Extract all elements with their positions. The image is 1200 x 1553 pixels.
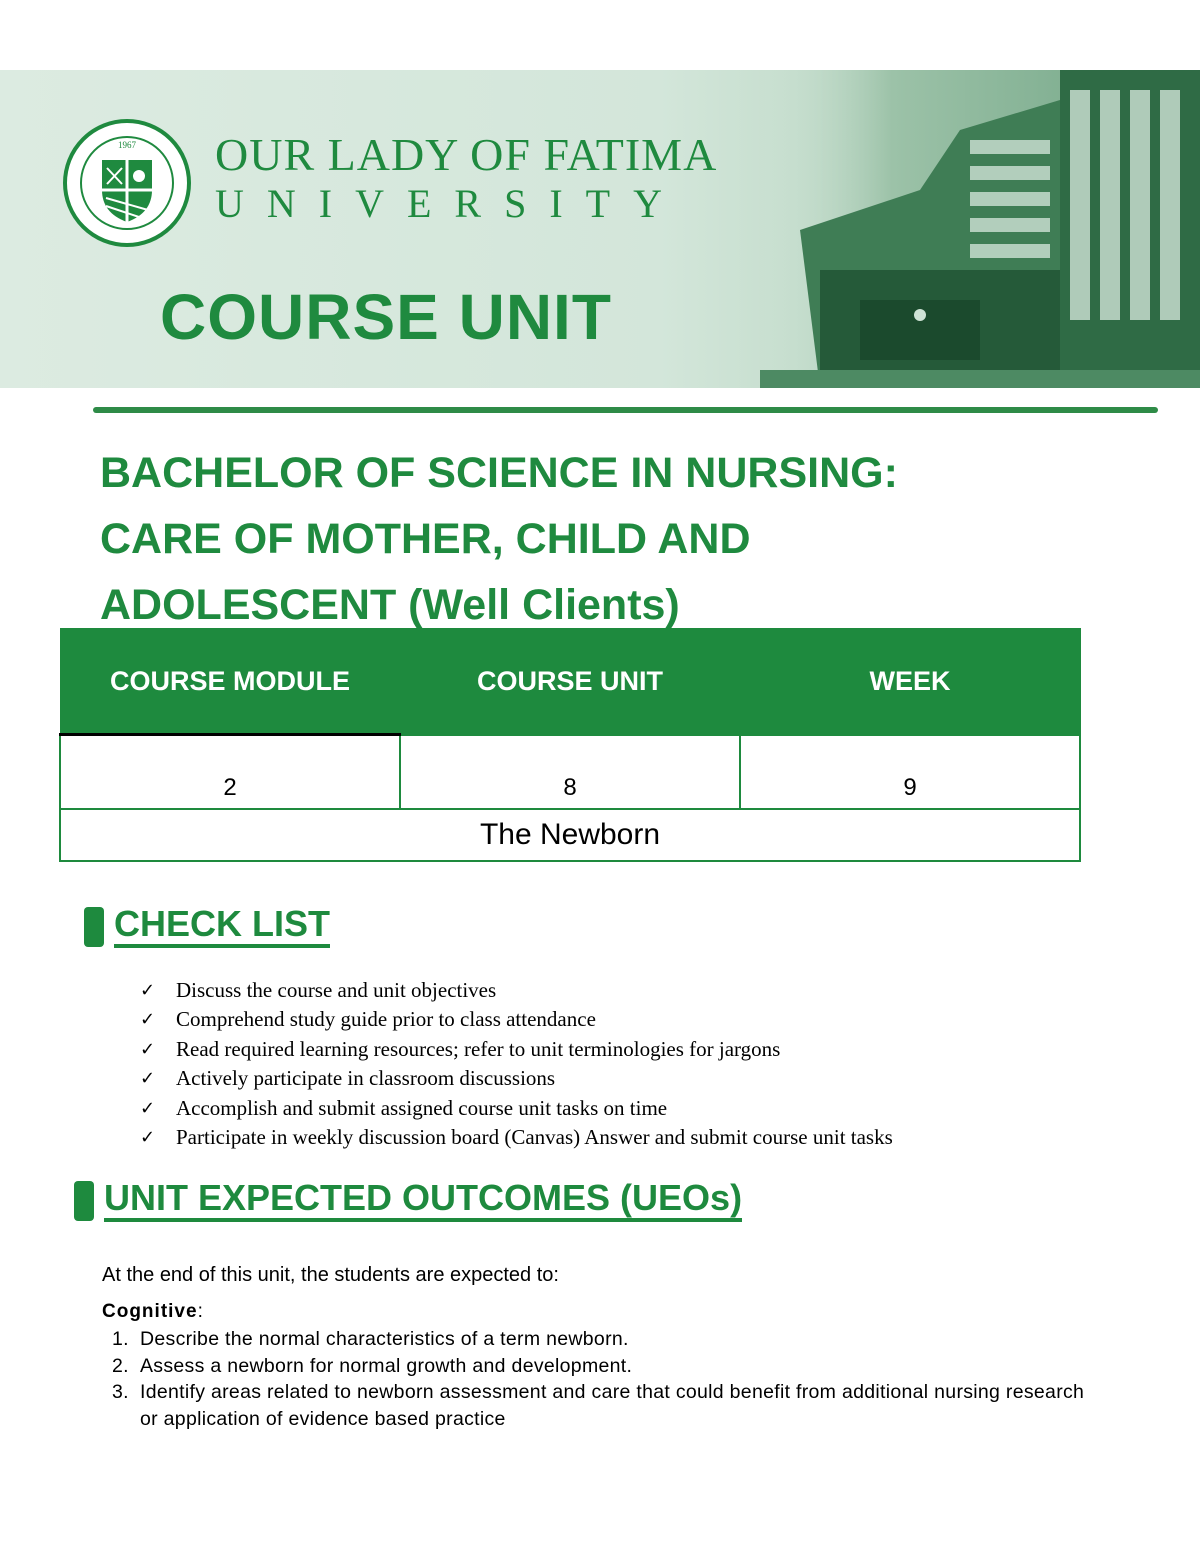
list-item: ✓ Discuss the course and unit objectives [140, 976, 893, 1005]
ueo-heading [74, 1177, 743, 1222]
list-item: ✓ Accomplish and submit assigned course unit tasks on time [140, 1094, 893, 1123]
check-icon: ✓ [140, 980, 156, 1001]
outcomes-list [112, 1326, 1092, 1432]
value-course-module: 2 [60, 735, 400, 810]
university-name [215, 129, 718, 226]
header-divider [93, 407, 1158, 413]
banner-title: COURSE UNIT [160, 281, 612, 353]
heading-accent-bar [74, 1181, 94, 1221]
check-icon: ✓ [140, 1038, 156, 1060]
value-week: 9 [740, 735, 1080, 810]
building-photo [760, 70, 1200, 388]
checklist-heading-text: CHECK LIST [114, 906, 330, 948]
ueo-intro: At the end of this unit, the students are expected to: [102, 1264, 559, 1286]
list-item: ✓ Comprehend study guide prior to class attendance [140, 1005, 893, 1034]
heading-accent-bar [84, 907, 104, 947]
university-name-line1: OUR LADY OF FATIMA [215, 129, 718, 180]
title-line-3: ADOLESCENT (Well Clients) [100, 581, 680, 629]
check-icon: ✓ [140, 1127, 156, 1149]
list-item: 3. Identify areas related to newborn assessment and care that could benefit from additional nursing research or application of evidence based practice [112, 1381, 1085, 1430]
title-line-2: CARE OF MOTHER, CHILD AND [100, 515, 751, 563]
course-info-table [59, 628, 1081, 862]
checklist-heading [84, 903, 330, 948]
svg-text:1967: 1967 [118, 140, 136, 150]
cognitive-label: Cognitive: [102, 1301, 203, 1322]
header-week: WEEK [740, 629, 1080, 735]
list-item: 2. Assess a newborn for normal growth and development. [112, 1354, 633, 1377]
university-name-line2: UNIVERSITY [215, 181, 685, 226]
value-course-unit: 8 [400, 735, 740, 810]
header-course-module: COURSE MODULE [60, 629, 400, 735]
university-seal-logo [62, 118, 192, 248]
check-icon: ✓ [140, 1009, 156, 1031]
check-icon: ✓ [140, 1097, 156, 1119]
list-item: ✓ Actively participate in classroom discussions [140, 1064, 893, 1093]
ueo-heading-text: UNIT EXPECTED OUTCOMES (UEOs) [104, 1180, 742, 1222]
list-item: 1. Describe the normal characteristics of a term newborn. [112, 1328, 629, 1350]
check-icon: ✓ [140, 1068, 156, 1090]
title-line-1: BACHELOR OF SCIENCE IN NURSING: [100, 449, 898, 497]
list-item: ✓ Participate in weekly discussion board (Canvas) Answer and submit course unit tasks [140, 1123, 893, 1152]
unit-topic: The Newborn [60, 809, 1080, 861]
document-title [100, 440, 1100, 638]
header-banner [0, 70, 1200, 388]
checklist [140, 976, 893, 1152]
list-item: ✓ Read required learning resources; refer to unit terminologies for jargons [140, 1035, 893, 1064]
header-course-unit: COURSE UNIT [400, 629, 740, 735]
